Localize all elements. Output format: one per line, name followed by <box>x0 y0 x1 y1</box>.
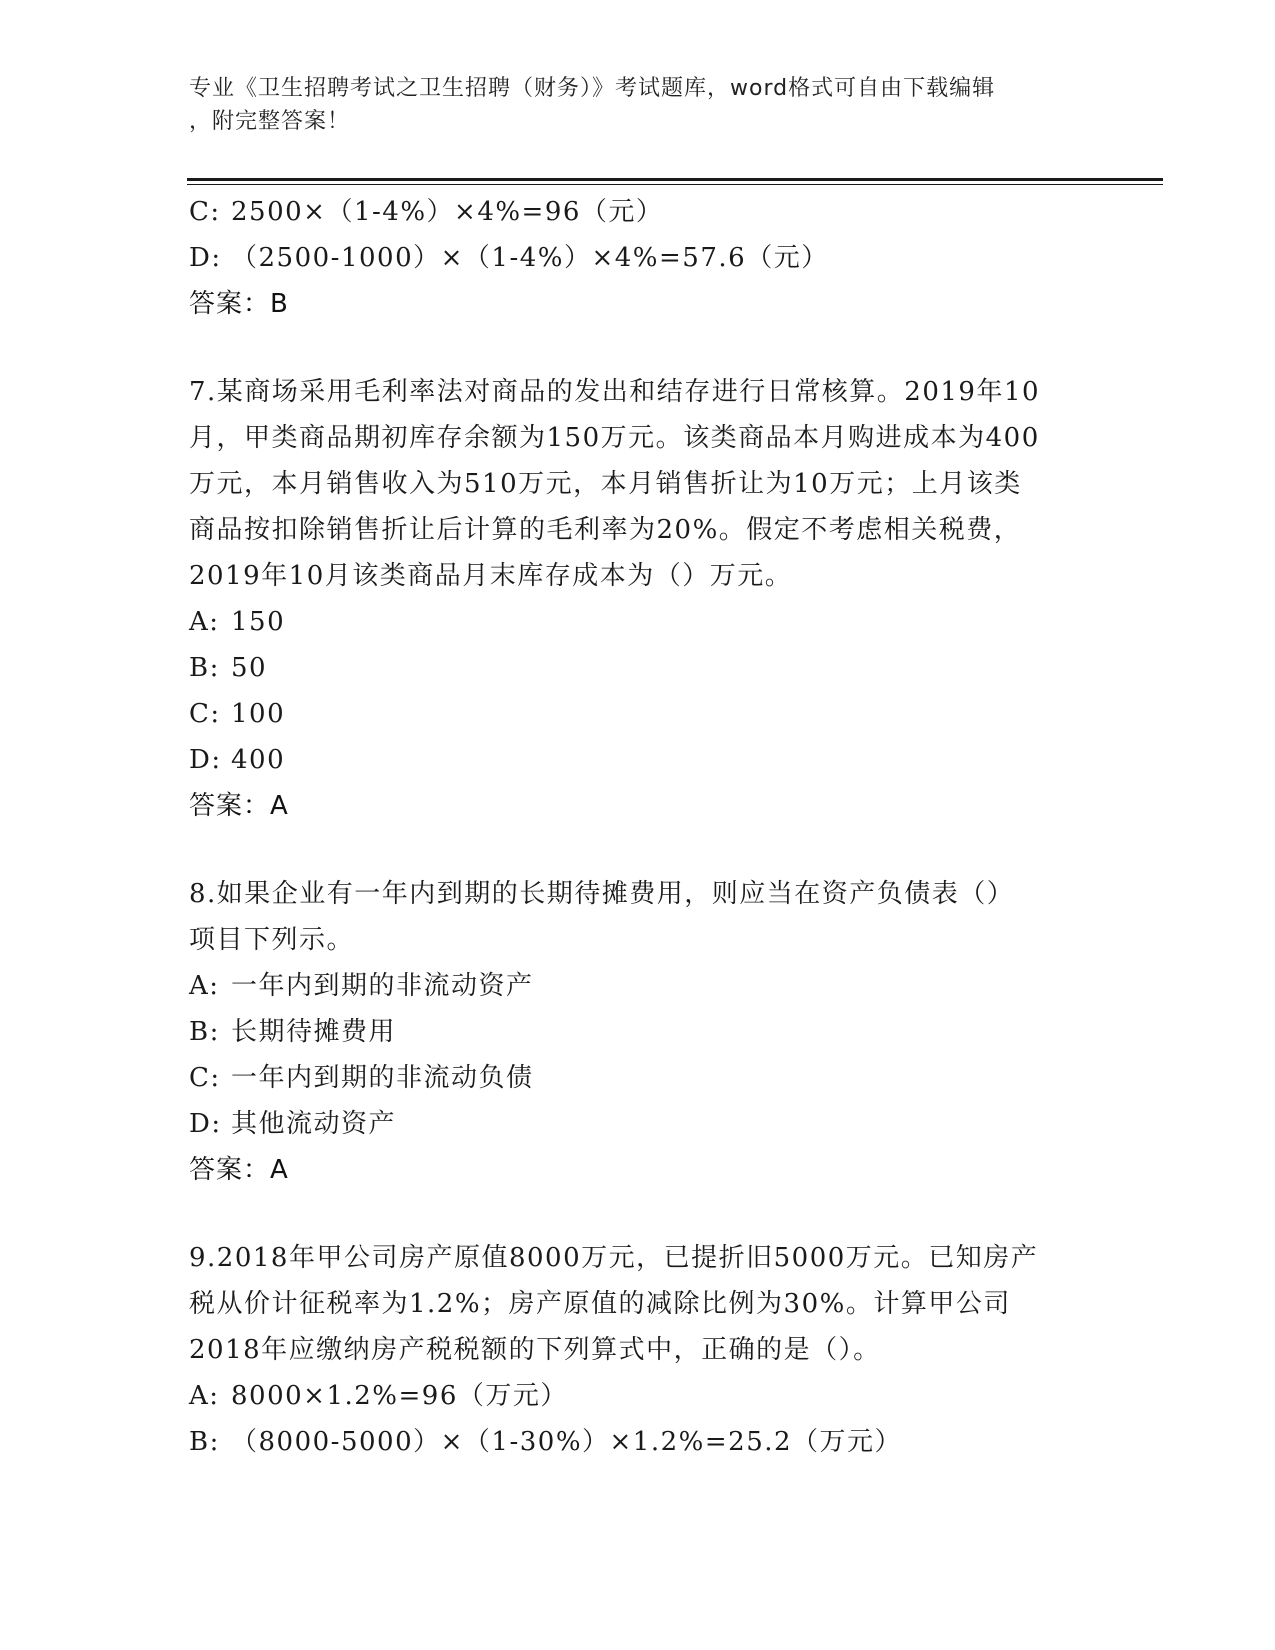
option-text: 一年内到期的非流动负债 <box>231 1063 534 1093</box>
question-block-9 <box>189 1235 1089 1465</box>
option-label: C: <box>189 1063 221 1093</box>
question-line: 税从价计征税率为1.2%；房产原值的减除比例为30%。计算甲公司 <box>189 1289 1011 1319</box>
option-text: 2500×（1-4%）×4%=96（元） <box>231 197 664 227</box>
question-block-7 <box>189 369 1089 829</box>
header-line-2: ，附完整答案！ <box>189 109 351 134</box>
option-line <box>189 599 1089 645</box>
question-line: 万元，本月销售收入为510万元，本月销售折让为10万元；上月该类 <box>189 469 1022 499</box>
option-text: （2500-1000）×（1-4%）×4%=57.6（元） <box>231 243 829 273</box>
question-block-8 <box>189 871 1089 1193</box>
question-content <box>189 189 1089 1465</box>
option-line <box>189 737 1089 783</box>
option-text: 8000×1.2%=96（万元） <box>231 1381 568 1411</box>
document-header <box>189 72 1069 138</box>
option-text: 一年内到期的非流动资产 <box>231 971 534 1001</box>
option-line <box>189 235 1089 281</box>
spacer <box>189 829 1089 871</box>
option-label: C: <box>189 699 221 729</box>
option-line <box>189 1055 1089 1101</box>
answer-line: 答案：A <box>189 1155 289 1185</box>
option-text: 其他流动资产 <box>231 1109 397 1139</box>
option-label: D: <box>189 1109 222 1139</box>
option-line <box>189 691 1089 737</box>
option-text: 100 <box>231 699 286 729</box>
header-divider-thick <box>187 178 1163 181</box>
question-line: 8.如果企业有一年内到期的长期待摊费用，则应当在资产负债表（） <box>189 879 1015 909</box>
option-label: D: <box>189 745 222 775</box>
header-divider-thin <box>187 184 1163 185</box>
option-label: D: <box>189 243 222 273</box>
option-text: （8000-5000）×（1-30%）×1.2%=25.2（万元） <box>231 1427 903 1457</box>
question-text <box>189 1235 1069 1373</box>
question-line: 2018年应缴纳房产税税额的下列算式中，正确的是（）。 <box>189 1335 881 1365</box>
option-label: A: <box>189 1381 220 1411</box>
option-text: 长期待摊费用 <box>231 1017 397 1047</box>
option-text: 50 <box>231 653 268 683</box>
option-line <box>189 1419 1089 1465</box>
option-text: 400 <box>231 745 286 775</box>
spacer <box>189 1193 1089 1235</box>
option-line <box>189 189 1089 235</box>
option-line <box>189 1009 1089 1055</box>
question-text <box>189 871 1069 963</box>
option-label: A: <box>189 971 220 1001</box>
option-label: B: <box>189 653 220 683</box>
question-text <box>189 369 1069 599</box>
question-line: 月，甲类商品期初库存余额为150万元。该类商品本月购进成本为400 <box>189 423 1040 453</box>
spacer <box>189 327 1089 369</box>
answer-line: 答案：B <box>189 289 289 319</box>
option-label: B: <box>189 1427 220 1457</box>
question-line: 商品按扣除销售折让后计算的毛利率为20%。假定不考虑相关税费， <box>189 515 1022 545</box>
header-line-1: 专业《卫生招聘考试之卫生招聘（财务）》考试题库，word格式可自由下载编辑 <box>189 76 996 101</box>
option-line <box>189 963 1089 1009</box>
option-line <box>189 645 1089 691</box>
question-line: 2019年10月该类商品月末库存成本为（）万元。 <box>189 561 793 591</box>
question-line: 项目下列示。 <box>189 925 355 955</box>
answer-line: 答案：A <box>189 791 289 821</box>
option-label: B: <box>189 1017 220 1047</box>
prev-question-block <box>189 189 1089 327</box>
question-line: 7.某商场采用毛利率法对商品的发出和结存进行日常核算。2019年10 <box>189 377 1041 407</box>
option-label: A: <box>189 607 220 637</box>
question-line: 9.2018年甲公司房产原值8000万元，已提折旧5000万元。已知房产 <box>189 1243 1039 1273</box>
option-text: 150 <box>231 607 286 637</box>
option-label: C: <box>189 197 221 227</box>
option-line <box>189 1101 1089 1147</box>
option-line <box>189 1373 1089 1419</box>
